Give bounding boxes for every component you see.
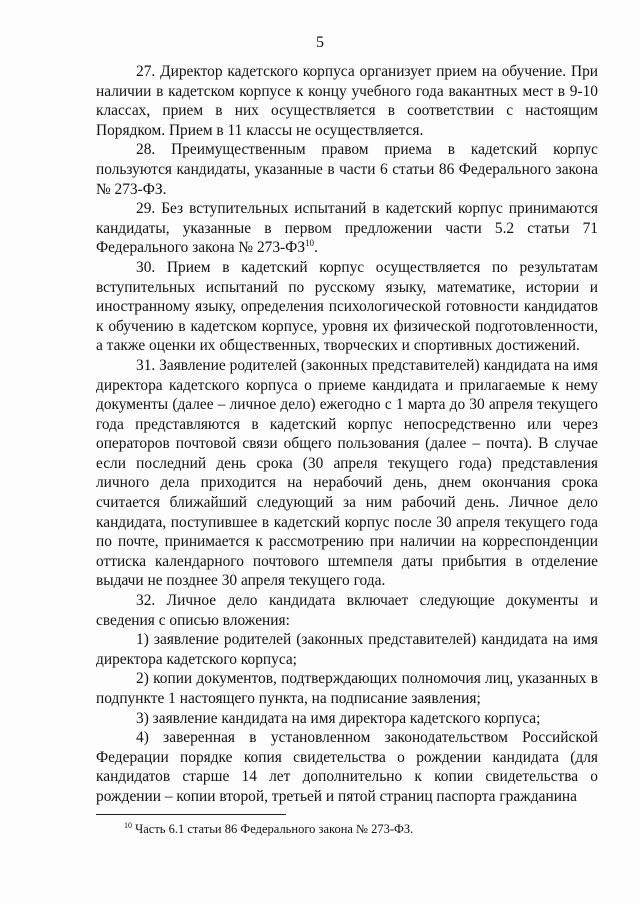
document-body — [96, 62, 598, 807]
paragraph-29-text: 29. Без вступительных испытаний в кадетский корпус принимаются кандидаты, указанные в первом предложении части 5.2 статьи 71 Федерального закона № 273-ФЗ — [96, 200, 598, 257]
paragraph-29-end: . — [314, 239, 318, 257]
list-item-1: 1) заявление родителей (законных представителей) кандидата на имя директора кадетского корпуса; — [96, 631, 598, 668]
paragraph-30: 30. Прием в кадетский корпус осуществляется по результатам вступительных испытаний по русскому языку, математике, истории и иностранному языку, определения психологической готовности кандидатов к обучению в кадетском корпусе, уровня их физической подготовленности, а также оценки их общественных, творческих и спортивных достижений. — [96, 258, 598, 355]
paragraph-31: 31. Заявление родителей (законных представителей) кандидата на имя директора кадетского корпуса о приеме кандидата и прилагаемые к нему документы (далее – личное дело) ежегодно с 1 марта до 30 апреля текущего года представляются в кадетский корпус непосредственно или через операторов почтовой связи общего пользования (далее – почта). В случае если последний день срока (30 апреля текущего года) представления личного дела приходится на нерабочий день, днем окончания срока считается ближайший следующий за ним рабочий день. Личное дело кандидата, поступившее в кадетский корпус после 30 апреля текущего года по почте, принимается к рассмотрению при наличии на корреспонденции оттиска календарного почтового штемпеля даты прибытия в отделение выдачи не позднее 30 апреля текущего года. — [96, 356, 598, 590]
list-item-3: 3) заявление кандидата на имя директора кадетского корпуса; — [136, 709, 541, 727]
paragraph-29 — [96, 199, 598, 258]
footnote-marker: 10 — [124, 820, 132, 830]
footnote-reference: 10 — [305, 238, 315, 249]
paragraph-32: 32. Личное дело кандидата включает следующие документы и сведения с описью вложения: — [96, 592, 598, 629]
footnote-divider — [96, 814, 286, 815]
list-item-4: 4) заверенная в установленном законодательством Российской Федерации порядке копия свидетельства о рождении кандидата (для кандидатов старше 14 лет дополнительно к копии свидетельства о рождении – копии второй, третьей и пятой страниц паспорта гражданина — [96, 729, 598, 805]
page-number: 5 — [316, 34, 324, 51]
paragraph-27: 27. Директор кадетского корпуса организует прием на обучение. При наличии в кадетском корпусе к концу учебного года вакантных мест в 9-10 классах, прием в них осуществляется в соответствии с настоящим Порядком. Прием в 11 классы не осуществляется. — [96, 63, 598, 139]
list-item-2: 2) копии документов, подтверждающих полномочия лиц, указанных в подпункте 1 настоящего пункта, на подписание заявления; — [96, 670, 598, 707]
footnote-text: Часть 6.1 статьи 86 Федерального закона № 273-ФЗ. — [132, 822, 414, 836]
paragraph-28: 28. Преимущественным правом приема в кадетский корпус пользуются кандидаты, указанные в части 6 статьи 86 Федерального закона № 273-ФЗ. — [96, 141, 598, 198]
footnote — [124, 822, 413, 837]
